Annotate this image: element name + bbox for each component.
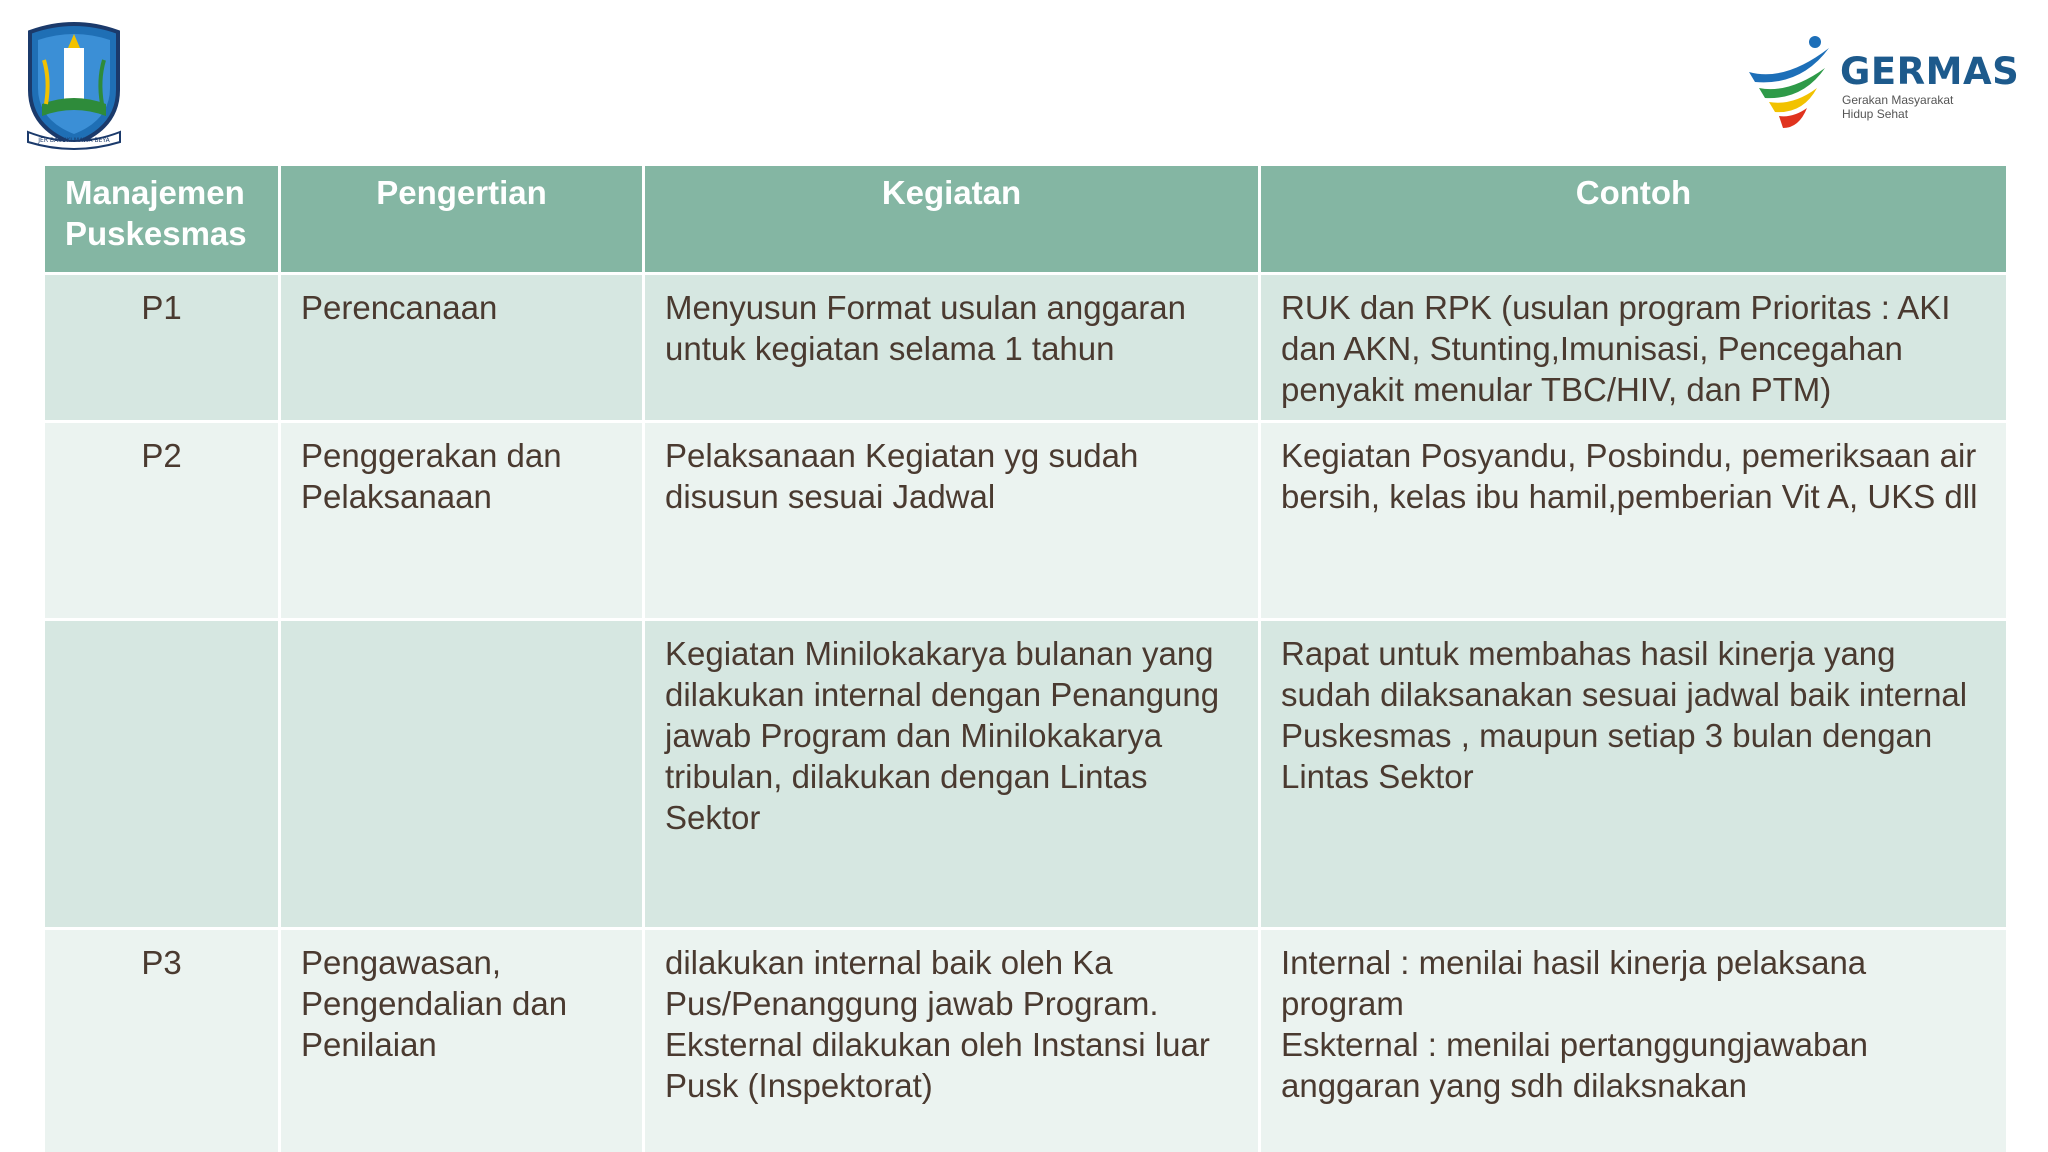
cell-kegiatan: Menyusun Format usulan anggaran untuk kegiatan selama 1 tahun bbox=[644, 274, 1260, 422]
cell-code: P2 bbox=[44, 422, 280, 620]
east-java-emblem-logo bbox=[20, 20, 128, 152]
table-row bbox=[44, 274, 2008, 422]
cell-pengertian: Perencanaan bbox=[280, 274, 644, 422]
cell-pengertian bbox=[280, 620, 644, 929]
germas-logo bbox=[1745, 28, 2020, 138]
contoh-internal: Internal : menilai hasil kinerja pelaksana program bbox=[1281, 944, 1867, 1022]
table-row bbox=[44, 422, 2008, 620]
table-header-row bbox=[44, 165, 2008, 274]
cell-code: P3 bbox=[44, 929, 280, 1152]
cell-pengertian: Penggerakan dan Pelaksanaan bbox=[280, 422, 644, 620]
germas-swoosh-icon bbox=[1745, 28, 1840, 138]
table-row bbox=[44, 620, 2008, 929]
header-manajemen-puskesmas: Manajemen Puskesmas bbox=[44, 165, 280, 274]
header-kegiatan: Kegiatan bbox=[644, 165, 1260, 274]
cell-code: P1 bbox=[44, 274, 280, 422]
germas-tagline-line-1: Gerakan Masyarakat bbox=[1842, 93, 1954, 107]
cell-contoh bbox=[1260, 929, 2008, 1152]
cell-kegiatan: dilakukan internal baik oleh Ka Pus/Penanggung jawab Program. Eksternal dilakukan oleh Instansi luar Pusk (Inspektorat) bbox=[644, 929, 1260, 1152]
cell-kegiatan: Pelaksanaan Kegiatan yg sudah disusun sesuai Jadwal bbox=[644, 422, 1260, 620]
germas-brand-text: GERMAS bbox=[1840, 50, 2020, 93]
cell-kegiatan: Kegiatan Minilokakarya bulanan yang dilakukan internal dengan Penangung jawab Program dan Minilokakarya tribulan, dilakukan dengan Lintas Sektor bbox=[644, 620, 1260, 929]
header-pengertian: Pengertian bbox=[280, 165, 644, 274]
contoh-eksternal: Eskternal : menilai pertanggungjawaban anggaran yang sdh dilaksnakan bbox=[1281, 1026, 1869, 1104]
emblem-motto: JER BASUKI MAWA BEYA bbox=[38, 137, 110, 144]
germas-tagline bbox=[1842, 93, 2002, 121]
germas-tagline-line-2: Hidup Sehat bbox=[1842, 107, 1909, 121]
cell-pengertian: Pengawasan, Pengendalian dan Penilaian bbox=[280, 929, 644, 1152]
cell-contoh: Kegiatan Posyandu, Posbindu, pemeriksaan air bersih, kelas ibu hamil,pemberian Vit A, UKS dll bbox=[1260, 422, 2008, 620]
table-row bbox=[44, 929, 2008, 1152]
shield-emblem-icon bbox=[20, 20, 128, 152]
puskesmas-management-table bbox=[42, 163, 2009, 1152]
cell-contoh: Rapat untuk membahas hasil kinerja yang sudah dilaksanakan sesuai jadwal baik internal Puskesmas , maupun setiap 3 bulan dengan Lintas Sektor bbox=[1260, 620, 2008, 929]
header-contoh: Contoh bbox=[1260, 165, 2008, 274]
cell-contoh: RUK dan RPK (usulan program Prioritas : AKI dan AKN, Stunting,Imunisasi, Pencegahan penyakit menular TBC/HIV, dan PTM) bbox=[1260, 274, 2008, 422]
cell-code bbox=[44, 620, 280, 929]
